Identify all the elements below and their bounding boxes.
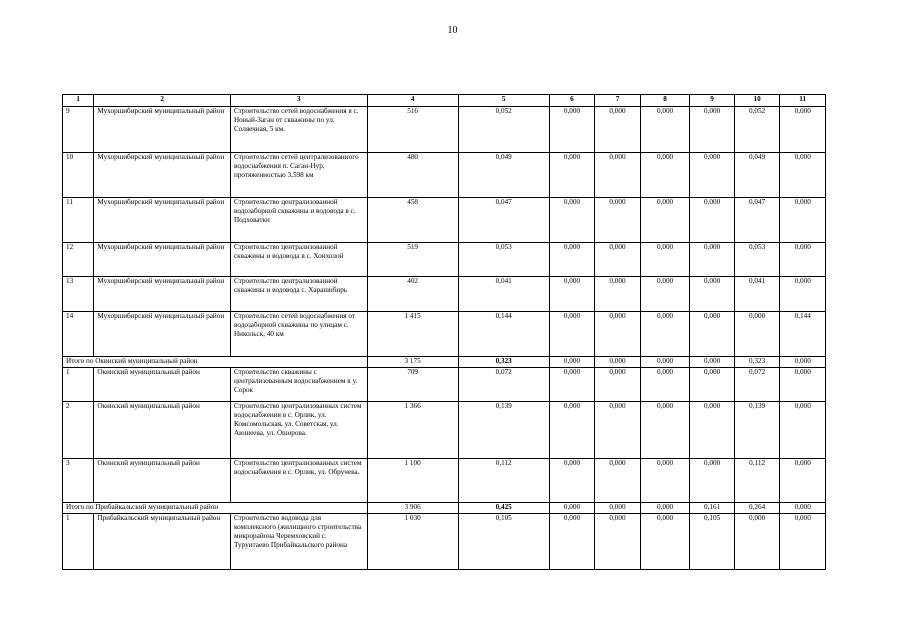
district-cell: Мухоршибирский муниципальный район [94, 277, 231, 312]
value-cell: 0,000 [690, 312, 735, 357]
total-row [63, 503, 826, 514]
value-cell: 0,112 [458, 459, 549, 503]
value-cell: 0,000 [549, 277, 595, 312]
district-cell: Мухоршибирский муниципальный район [94, 312, 231, 357]
table-row [63, 243, 826, 277]
value-cell: 0,000 [595, 514, 641, 570]
value-cell: 0,049 [458, 153, 549, 198]
value-cell: 0,000 [690, 107, 735, 153]
value-cell: 0,000 [780, 107, 826, 153]
value-cell: 0,000 [640, 312, 690, 357]
value-cell: 516 [367, 107, 458, 153]
project-cell: Строительство централизованной водозаборной скважины и водовода в с. Подховатки [230, 198, 367, 243]
project-cell: Строительство сетей водоснабжения от водозаборной скважины по улицам с. Никольск, 40 км [230, 312, 367, 357]
column-header-9: 9 [690, 95, 735, 107]
row-number: 2 [63, 402, 94, 459]
row-number: 1 [63, 514, 94, 570]
page-number: 10 [447, 25, 458, 36]
value-cell: 0,000 [780, 402, 826, 459]
district-cell: Окинский муниципальный район [94, 402, 231, 459]
value-cell: 0,105 [458, 514, 549, 570]
value-cell: 0,053 [734, 243, 780, 277]
row-number: 10 [63, 153, 94, 198]
column-header-5: 5 [458, 95, 549, 107]
district-cell: Окинский муниципальный район [94, 368, 231, 402]
value-cell: 0,000 [780, 368, 826, 402]
total-value: 3 906 [367, 503, 458, 514]
project-cell: Строительство централизованной скважины и водовода в с. Хонхолой [230, 243, 367, 277]
total-value: 0,000 [595, 503, 641, 514]
value-cell: 0,000 [640, 368, 690, 402]
table-row [63, 459, 826, 503]
row-number: 3 [63, 459, 94, 503]
project-cell: Строительство централизованной скважины и водовода с. Харашибирь [230, 277, 367, 312]
value-cell: 0,000 [780, 153, 826, 198]
value-cell: 0,053 [458, 243, 549, 277]
value-cell: 0,000 [780, 277, 826, 312]
value-cell: 0,000 [595, 107, 641, 153]
value-cell: 0,000 [780, 514, 826, 570]
value-cell: 0,000 [780, 243, 826, 277]
total-value: 0,000 [780, 503, 826, 514]
total-value: 0,323 [458, 357, 549, 368]
value-cell: 0,000 [690, 402, 735, 459]
project-cell: Строительство сетей водоснабжения в с. Новый-Заган от скважины по ул. Соляечная, 5 км. [230, 107, 367, 153]
value-cell: 0,000 [549, 402, 595, 459]
value-cell: 0,000 [734, 514, 780, 570]
value-cell: 402 [367, 277, 458, 312]
value-cell: 0,000 [595, 153, 641, 198]
column-header-3: 3 [230, 95, 367, 107]
value-cell: 0,047 [458, 198, 549, 243]
district-cell: Мухоршибирский муниципальный район [94, 198, 231, 243]
value-cell: 0,000 [549, 459, 595, 503]
value-cell: 0,000 [640, 198, 690, 243]
total-value: 0,000 [595, 357, 641, 368]
value-cell: 0,000 [549, 153, 595, 198]
value-cell: 0,047 [734, 198, 780, 243]
value-cell: 0,000 [780, 459, 826, 503]
column-header-2: 2 [94, 95, 231, 107]
column-header-4: 4 [367, 95, 458, 107]
value-cell: 0,000 [640, 107, 690, 153]
value-cell: 0,072 [734, 368, 780, 402]
value-cell: 0,049 [734, 153, 780, 198]
value-cell: 0,000 [690, 153, 735, 198]
value-cell: 0,041 [734, 277, 780, 312]
row-number: 9 [63, 107, 94, 153]
value-cell: 1 415 [367, 312, 458, 357]
project-cell: Строительство скважины с централизованным водоснабжением в у. Сорок [230, 368, 367, 402]
district-cell: Мухоршибирский муниципальный район [94, 153, 231, 198]
value-cell: 709 [367, 368, 458, 402]
value-cell: 1 366 [367, 402, 458, 459]
total-label: Итого по Прибайкальский муниципальный район [63, 503, 368, 514]
row-number: 13 [63, 277, 94, 312]
column-header-1: 1 [63, 95, 94, 107]
value-cell: 458 [367, 198, 458, 243]
project-cell: Строительство сетей централизованного водоснабжения п. Саган-Нур, протяженностью 3,598 км [230, 153, 367, 198]
table-row [63, 402, 826, 459]
value-cell: 0,000 [595, 277, 641, 312]
table-row [63, 153, 826, 198]
table-row [63, 277, 826, 312]
value-cell: 0,052 [458, 107, 549, 153]
value-cell: 0,000 [549, 107, 595, 153]
project-cell: Строительство централизованных систем водоснабжения в с. Орлик, ул. Обручева. [230, 459, 367, 503]
value-cell: 0,000 [595, 243, 641, 277]
value-cell: 0,139 [734, 402, 780, 459]
total-value: 0,425 [458, 503, 549, 514]
value-cell: 0,000 [595, 198, 641, 243]
value-cell: 0,000 [549, 312, 595, 357]
district-cell: Окинский муниципальный район [94, 459, 231, 503]
column-header-10: 10 [734, 95, 780, 107]
district-cell: Прибайкальский муниципальный район [94, 514, 231, 570]
value-cell: 0,144 [780, 312, 826, 357]
value-cell: 0,144 [458, 312, 549, 357]
value-cell: 0,000 [640, 514, 690, 570]
table-header-row [63, 95, 826, 107]
table-row [63, 312, 826, 357]
table-row [63, 514, 826, 570]
value-cell: 0,000 [690, 277, 735, 312]
value-cell: 0,000 [690, 459, 735, 503]
total-value: 0,264 [734, 503, 780, 514]
project-cell: Строительство централизованных систем водоснабжения в с. Орлик, ул. Комсомольская, ул. Советская, ул. Аюшеева, ул. Ошорова. [230, 402, 367, 459]
table-row [63, 198, 826, 243]
table-row [63, 107, 826, 153]
total-value: 0,000 [780, 357, 826, 368]
column-header-6: 6 [549, 95, 595, 107]
value-cell: 0,105 [690, 514, 735, 570]
row-number: 1 [63, 368, 94, 402]
project-cell: Строительство водовода для комплексного (жилищного строительства микрорайона Черемховский с. Турунтаево Прибайкальского района [230, 514, 367, 570]
total-value: 0,323 [734, 357, 780, 368]
value-cell: 0,000 [640, 402, 690, 459]
total-value: 3 175 [367, 357, 458, 368]
row-number: 14 [63, 312, 94, 357]
value-cell: 0,000 [549, 514, 595, 570]
value-cell: 0,041 [458, 277, 549, 312]
total-value: 0,000 [640, 503, 690, 514]
value-cell: 1 030 [367, 514, 458, 570]
total-value: 0,000 [690, 357, 735, 368]
total-row [63, 357, 826, 368]
value-cell: 519 [367, 243, 458, 277]
value-cell: 0,000 [640, 277, 690, 312]
total-value: 0,161 [690, 503, 735, 514]
value-cell: 0,000 [549, 368, 595, 402]
column-header-8: 8 [640, 95, 690, 107]
value-cell: 0,000 [690, 368, 735, 402]
value-cell: 1 100 [367, 459, 458, 503]
value-cell: 0,000 [734, 312, 780, 357]
value-cell: 0,052 [734, 107, 780, 153]
value-cell: 0,112 [734, 459, 780, 503]
value-cell: 0,000 [690, 198, 735, 243]
value-cell: 0,000 [595, 459, 641, 503]
column-header-11: 11 [780, 95, 826, 107]
total-value: 0,000 [640, 357, 690, 368]
total-label: Итого по Окинский муниципальный район [63, 357, 368, 368]
value-cell: 0,000 [595, 368, 641, 402]
value-cell: 0,072 [458, 368, 549, 402]
row-number: 11 [63, 198, 94, 243]
total-value: 0,000 [549, 503, 595, 514]
district-cell: Мухоршибирский муниципальный район [94, 243, 231, 277]
value-cell: 0,000 [595, 312, 641, 357]
data-table [62, 94, 826, 570]
value-cell: 0,000 [549, 198, 595, 243]
district-cell: Мухоршибирский муниципальный район [94, 107, 231, 153]
table-row [63, 368, 826, 402]
value-cell: 0,000 [640, 153, 690, 198]
value-cell: 0,000 [640, 243, 690, 277]
value-cell: 0,000 [780, 198, 826, 243]
total-value: 0,000 [549, 357, 595, 368]
value-cell: 0,000 [549, 243, 595, 277]
value-cell: 0,000 [640, 459, 690, 503]
value-cell: 480 [367, 153, 458, 198]
value-cell: 0,000 [595, 402, 641, 459]
row-number: 12 [63, 243, 94, 277]
value-cell: 0,000 [690, 243, 735, 277]
value-cell: 0,139 [458, 402, 549, 459]
column-header-7: 7 [595, 95, 641, 107]
